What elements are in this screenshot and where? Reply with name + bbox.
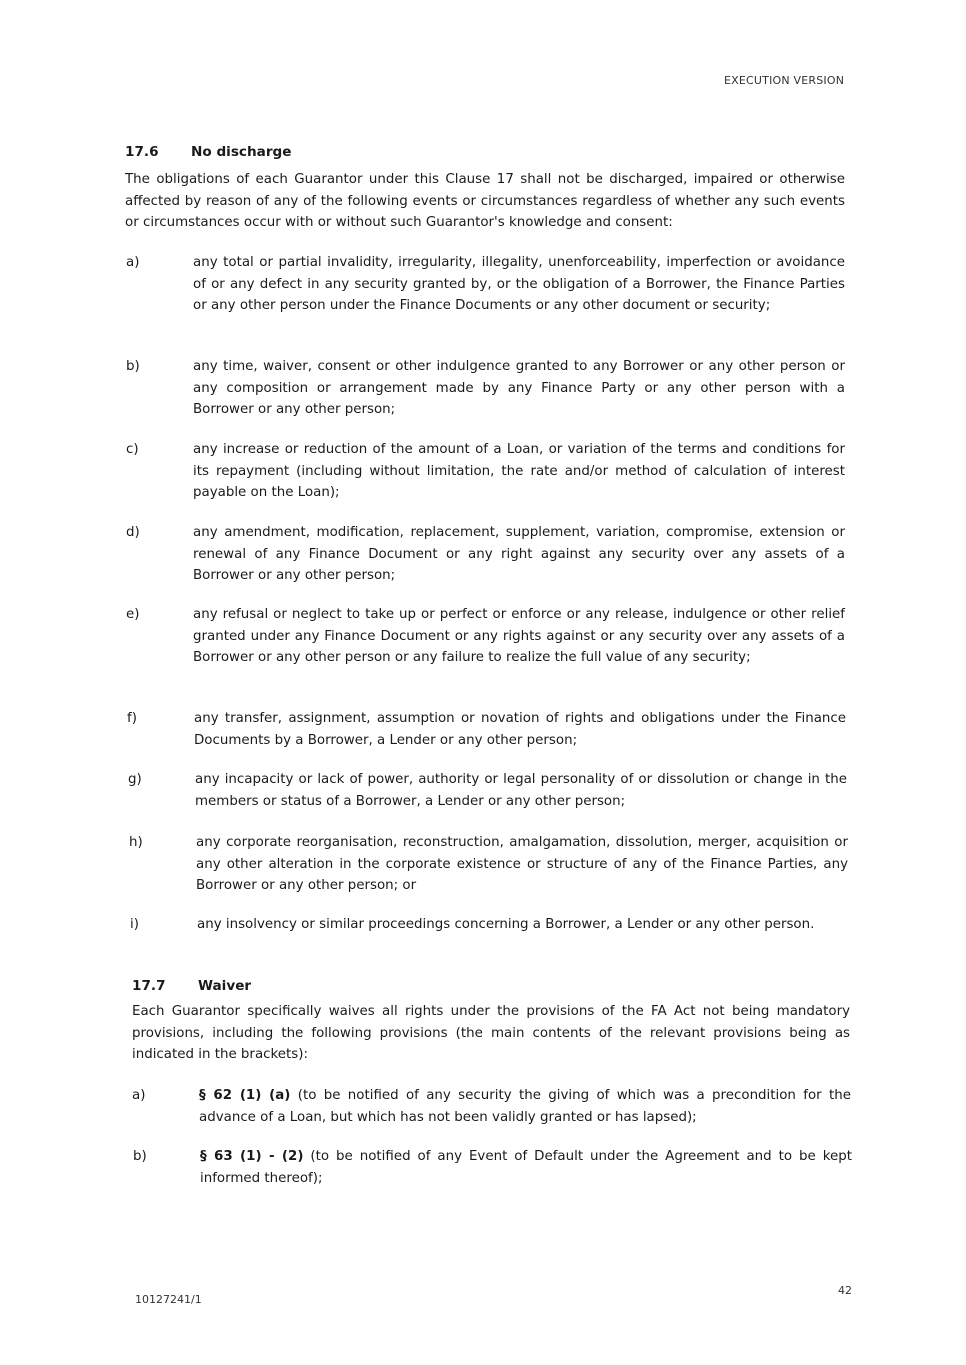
list-item: [126, 252, 846, 332]
section-title: Waiver: [198, 978, 252, 994]
item-text: any amendment, modification, replacement, supplement, variation, compromise, extension or renewal of any Finance Document or any right against any security over any assets of a Borrower or any other person;: [193, 525, 845, 583]
section-intro: Each Guarantor specifically waives all rights under the provisions of the FA Act not being mandatory provisions, including the following provisions (the main contents of the relevant provisions being as indicated in the brackets):: [132, 1004, 850, 1062]
section-number: 17.6: [125, 144, 159, 160]
item-label: a): [126, 255, 140, 270]
item-text: any corporate reorganisation, reconstruction, amalgamation, dissolution, merger, acquisition or any other alteration in the corporate existence or structure of any of the Finance Parties, any Borrower or any other person; or: [196, 835, 848, 893]
page-number: 42: [838, 1284, 852, 1297]
item-description: (to be notified of any security the giving of which was a precondition for the advance of a Loan, but which has not been validly granted or has lapsed);: [199, 1088, 851, 1125]
section-title: No discharge: [191, 144, 292, 160]
item-label: b): [126, 359, 140, 374]
document-id: 10127241/1: [135, 1293, 202, 1306]
item-text: [200, 1146, 852, 1189]
item-label: a): [132, 1088, 146, 1103]
item-label: b): [133, 1149, 147, 1164]
item-text: any total or partial invalidity, irregularity, illegality, unenforceability, imperfection or avoidance of or any defect in any security granted by, or the obligation of a Borrower, the Finance Parties or any other person under the Finance Documents or any other document or security;: [193, 255, 845, 313]
item-text: any transfer, assignment, assumption or novation of rights and obligations under the Finance Documents by a Borrower, a Lender or any other person;: [194, 711, 846, 748]
item-label: g): [128, 772, 142, 787]
statute-reference: § 62 (1) (a): [199, 1088, 291, 1103]
item-label: e): [126, 607, 140, 622]
statute-reference: § 63 (1) - (2): [200, 1149, 304, 1164]
section-intro: The obligations of each Guarantor under this Clause 17 shall not be discharged, impaired or otherwise affected by reason of any of the following events or circumstances regardless of whether any such events or circumstances occur with or without such Guarantor's knowledge and consent:: [125, 172, 845, 230]
item-text: any insolvency or similar proceedings concerning a Borrower, a Lender or any other person.: [197, 917, 815, 932]
item-text: [199, 1085, 851, 1128]
item-label: f): [127, 711, 137, 726]
item-text: any refusal or neglect to take up or perfect or enforce or any release, indulgence or other relief granted under any Finance Document or any rights against or any security over any assets of a Borrower or any other person or any failure to realize the full value of any security;: [193, 607, 845, 665]
item-label: d): [126, 525, 140, 540]
item-label: h): [129, 835, 143, 850]
section-number: 17.7: [132, 978, 166, 994]
item-text: any incapacity or lack of power, authority or legal personality of or dissolution or change in the members or status of a Borrower, a Lender or any other person;: [195, 772, 847, 809]
section-heading-17-6: [125, 142, 292, 164]
section-heading-17-7: [132, 976, 251, 998]
item-label: i): [130, 917, 139, 932]
item-label: c): [126, 442, 139, 457]
execution-version-label: EXECUTION VERSION: [724, 74, 845, 87]
item-text: any time, waiver, consent or other indulgence granted to any Borrower or any other person or any composition or arrangement made by any Finance Party or any other person with a Borrower or any other person;: [193, 359, 845, 417]
item-text: any increase or reduction of the amount of a Loan, or variation of the terms and conditions for its repayment (including without limitation, the rate and/or method of calculation of interest payable on the Loan);: [193, 442, 845, 500]
item-description: (to be notified of any Event of Default under the Agreement and to be kept informed thereof);: [200, 1149, 852, 1186]
